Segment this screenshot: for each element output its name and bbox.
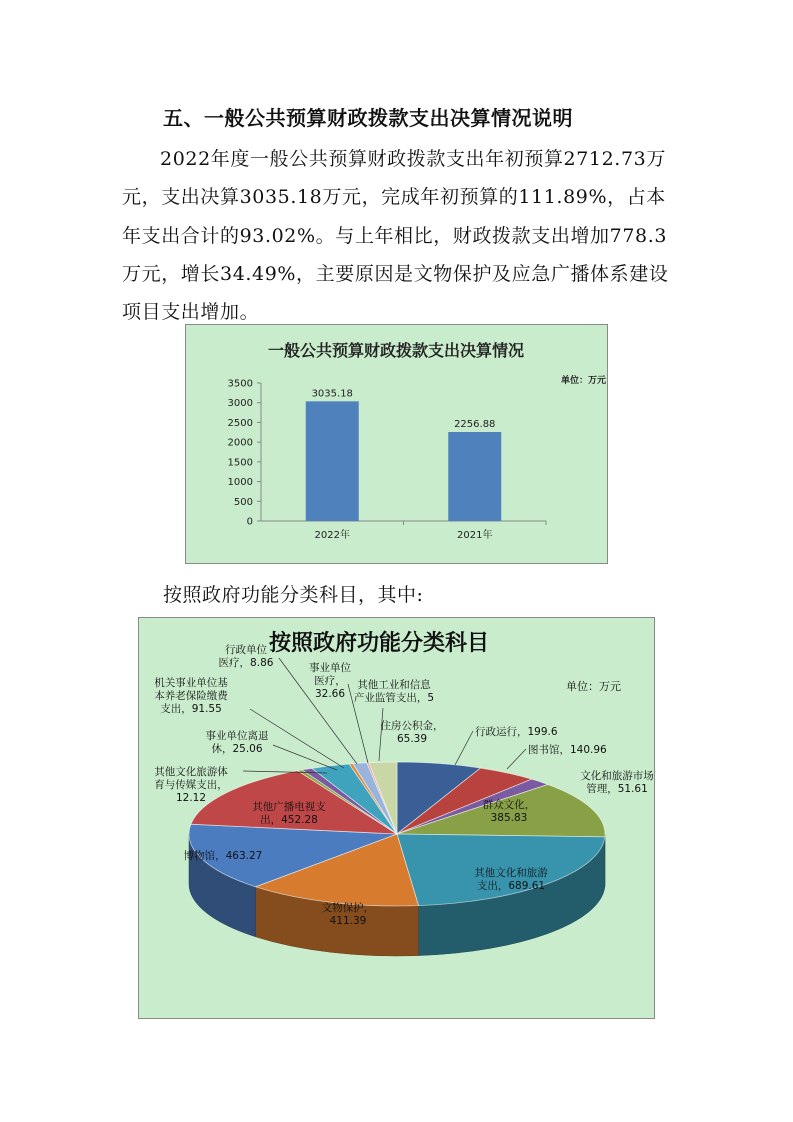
pie-leader-line [379,708,383,761]
pie-data-label-line: 图书馆，140.96 [528,744,607,756]
x-tick-label: 2022年 [314,530,350,541]
pie-data-label [475,725,558,738]
pie-data-label-line: 出，452.28 [260,814,318,826]
pie-data-label [528,743,607,756]
pie-data-label-line: 411.39 [329,915,367,927]
pie-leader-line [455,731,473,765]
y-tick-label: 500 [233,496,253,508]
bar [306,401,359,521]
pie-data-label-line: 事业单位 [309,662,351,674]
y-tick-label: 1500 [227,457,253,469]
pie-data-label-line: 机关事业单位基 [154,677,228,689]
pie-data-label-line: 博物馆，463.27 [183,850,263,862]
pie-chart [139,618,654,1018]
pie-data-label [184,849,263,862]
pie-data-label-line: 12.12 [175,792,207,804]
section-heading: 五、一般公共预算财政拨款支出决算情况说明 [163,106,573,130]
pie-data-label-line: 医疗，8.86 [218,657,274,669]
y-tick-label: 2000 [227,437,253,449]
bar-chart-unit: 单位：万元 [560,376,606,386]
pie-data-label [309,661,351,700]
pie-data-label [206,729,269,755]
pie-data-label-line: 65.39 [396,733,428,745]
bar-chart-panel [185,324,608,564]
pie-data-label-line: 医疗， [314,675,346,687]
pie-data-label-line: 385.83 [490,812,528,824]
pie-data-label-line: 文物保护， [321,902,375,914]
bar [448,432,501,521]
y-tick-label: 2500 [227,417,253,429]
pie-data-label-line: 群众文化， [482,799,536,811]
pie-data-label [354,678,434,704]
pie-data-label [580,769,654,795]
pie-data-label-line: 休，25.06 [211,743,263,755]
pie-data-label-line: 32.66 [314,688,346,700]
pie-data-label-line: 其他文化旅游体 [154,766,228,778]
pie-data-label-line: 管理，51.61 [586,783,648,795]
pie-data-label-line: 产业监管支出，5 [353,692,435,704]
pie-data-label-line: 行政单位 [225,644,267,656]
pie-data-label [219,643,274,669]
pie-data-label-line: 其他广播电视支 [252,801,326,813]
pie-chart-unit: 单位：万元 [566,680,621,693]
body-paragraph: 2022年度一般公共预算财政拨款支出年初预算2712.73万元，支出决算3035.18万元，完成年初预算的111.89%，占本年支出合计的93.02%。与上年相比，财政拨款支出增加778.3万元，增长34.49%，主要原因是文物保护及应急广播体系建设项目支出增加。 [122,148,669,324]
pie-data-label-line: 育与传媒支出， [154,779,228,791]
bar-data-label: 3035.18 [311,388,353,400]
subheading: 按照政府功能分类科目，其中: [163,584,424,606]
pie-data-label-line: 事业单位离退 [205,730,269,742]
pie-data-label-line: 文化和旅游市场 [580,770,654,782]
pie-chart-panel [138,617,655,1019]
x-tick-label: 2021年 [457,530,493,541]
y-tick-label: 3000 [227,398,253,410]
pie-leader-line [507,749,526,769]
bar-chart-title: 一般公共预算财政拨款支出决算情况 [267,341,525,360]
bar-chart [186,325,607,563]
pie-data-label-line: 支出，689.61 [476,880,546,892]
y-tick-label: 1000 [227,477,253,489]
pie-data-label-line: 支出，91.55 [160,703,222,715]
pie-chart-title: 按照政府功能分类科目 [268,631,490,656]
y-tick-label: 0 [246,516,253,528]
pie-data-label [381,719,444,745]
pie-data-label-line: 住房公积金， [380,720,444,732]
pie-data-label-line: 本养老保险缴费 [154,690,228,702]
pie-data-label [154,676,228,715]
y-tick-label: 3500 [227,378,253,390]
pie-data-label-line: 其他文化和旅游 [474,867,548,879]
pie-data-label-line: 其他工业和信息 [357,679,431,691]
bar-data-label: 2256.88 [454,419,496,431]
pie-data-label-line: 行政运行，199.6 [475,726,558,738]
